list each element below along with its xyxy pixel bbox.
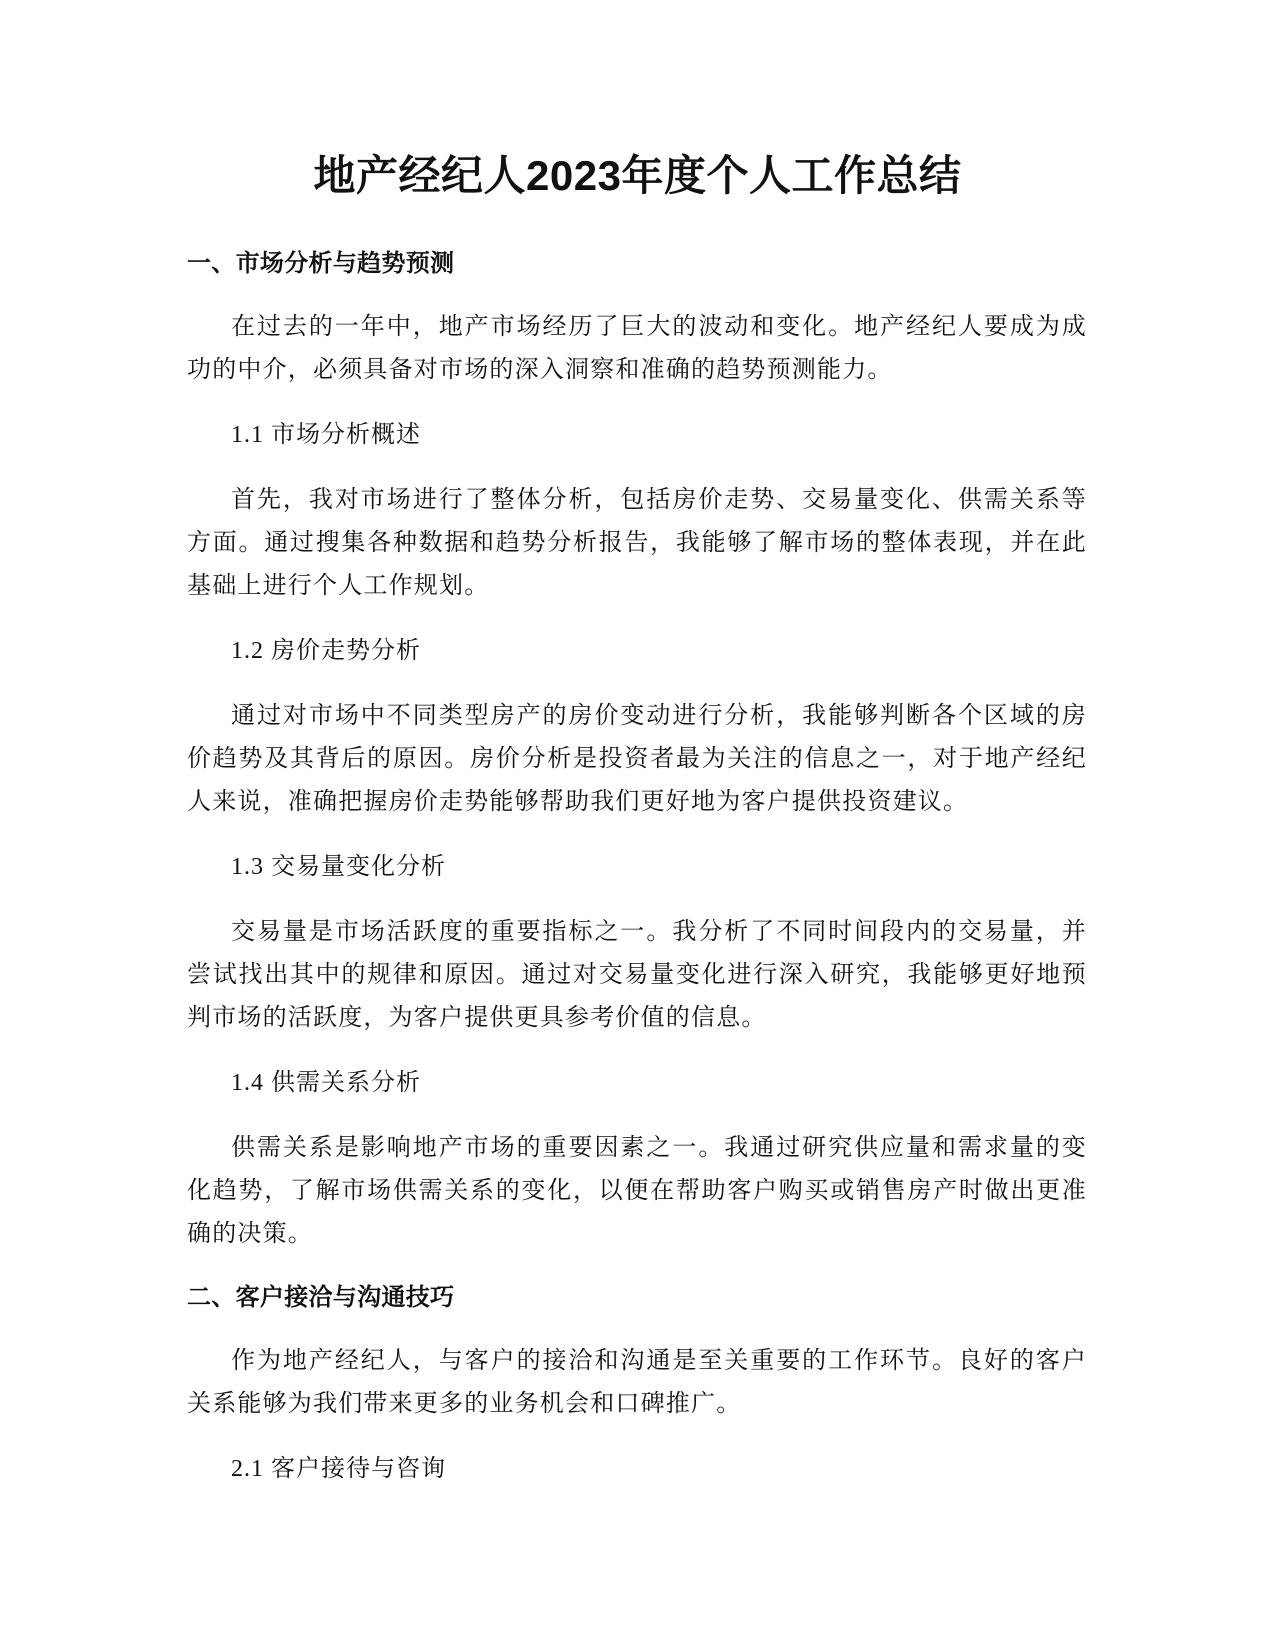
subsection-heading-1-2: 1.2 房价走势分析 — [231, 638, 421, 664]
section-heading-2: 二、客户接洽与沟通技巧 — [187, 1284, 455, 1311]
subsection-body-1-4: 供需关系是影响地产市场的重要因素之一。我通过研究供应量和需求量的变化趋势，了解市场供需关系的变化，以便在帮助客户购买或销售房产时做出更准确的决策。 — [187, 1135, 1087, 1247]
document-body — [187, 248, 1087, 1491]
section-1-intro: 在过去的一年中，地产市场经历了巨大的波动和变化。地产经纪人要成为成功的中介，必须具备对市场的深入洞察和准确的趋势预测能力。 — [187, 314, 1087, 383]
subsection-heading-1-4: 1.4 供需关系分析 — [231, 1070, 421, 1096]
document-title: 地产经纪人2023年度个人工作总结 — [313, 152, 962, 199]
section-2-intro: 作为地产经纪人，与客户的接洽和沟通是至关重要的工作环节。良好的客户关系能够为我们带来更多的业务机会和口碑推广。 — [187, 1348, 1087, 1417]
subsection-heading-1-1: 1.1 市场分析概述 — [231, 422, 421, 448]
section-heading-1: 一、市场分析与趋势预测 — [187, 250, 455, 277]
subsection-heading-2-1: 2.1 客户接待与咨询 — [231, 1456, 446, 1482]
subsection-body-1-1: 首先，我对市场进行了整体分析，包括房价走势、交易量变化、供需关系等方面。通过搜集各种数据和趋势分析报告，我能够了解市场的整体表现，并在此基础上进行个人工作规划。 — [187, 487, 1087, 599]
subsection-heading-1-3: 1.3 交易量变化分析 — [231, 854, 446, 880]
subsection-body-1-2: 通过对市场中不同类型房产的房价变动进行分析，我能够判断各个区域的房价趋势及其背后的原因。房价分析是投资者最为关注的信息之一，对于地产经纪人来说，准确把握房价走势能够帮助我们更好地为客户提供投资建议。 — [187, 703, 1087, 815]
subsection-body-1-3: 交易量是市场活跃度的重要指标之一。我分析了不同时间段内的交易量，并尝试找出其中的规律和原因。通过对交易量变化进行深入研究，我能够更好地预判市场的活跃度，为客户提供更具参考价值的信息。 — [187, 919, 1087, 1031]
